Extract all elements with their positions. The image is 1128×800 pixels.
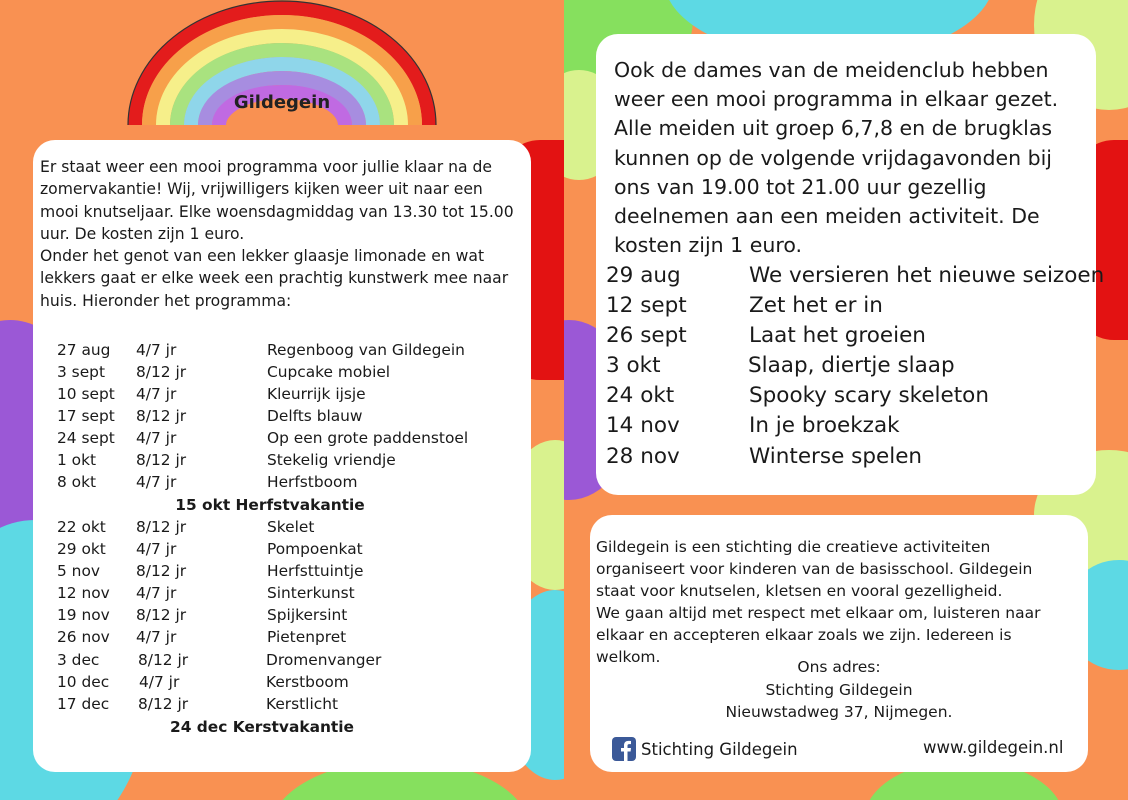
- schedule-row: [0, 473, 500, 495]
- facebook-label: Stichting Gildegein: [641, 739, 798, 759]
- schedule-activity: Regenboog van Gildegein: [267, 341, 465, 359]
- schedule-date: 10 dec: [57, 673, 110, 691]
- schedule-activity: Delfts blauw: [267, 407, 363, 425]
- schedule-activity: Pietenpret: [267, 628, 347, 646]
- schedule-age: 8/12 jr: [136, 363, 187, 381]
- schedule-row: [0, 407, 500, 429]
- schedule-activity: Herfstboom: [267, 473, 358, 491]
- schedule-age: 4/7 jr: [136, 385, 177, 403]
- address-name: Stichting Gildegein: [765, 680, 913, 699]
- schedule-age: 4/7 jr: [136, 628, 177, 646]
- schedule-age: 8/12 jr: [136, 606, 187, 624]
- schedule-row: [0, 518, 500, 540]
- club-activity: Laat het groeien: [749, 323, 926, 348]
- schedule-date: 1 okt: [57, 451, 97, 469]
- club-row: [606, 444, 1096, 474]
- about-text: [596, 536, 1076, 668]
- about-paragraph-1: Gildegein is een stichting die creatieve activiteiten organiseert voor kinderen van de basisschool. Gildegein staat voor knutselen, kletsen en vooral gezelligheid.: [596, 538, 1033, 600]
- schedule-row: [0, 385, 500, 407]
- schedule-activity: Op een grote paddenstoel: [267, 429, 469, 447]
- address-street: Nieuwstadweg 37, Nijmegen.: [725, 703, 953, 721]
- club-activity: Spooky scary skeleton: [749, 383, 989, 408]
- kids-intro-paragraph-1: Er staat weer een mooi programma voor jullie klaar na de zomervakantie! Wij, vrijwilligers kijken weer uit naar een mooi knutseljaar. Elke woensdagmiddag van 13.30 tot 15.00 uur. De kosten zijn 1 euro.: [40, 158, 514, 243]
- club-date: 3 okt: [606, 353, 661, 378]
- schedule-date: 27 aug: [57, 341, 111, 359]
- schedule-row: [0, 562, 500, 584]
- club-date: 24 okt: [606, 383, 675, 408]
- kids-intro-paragraph-2: Onder het genot van een lekker glaasje limonade en wat lekkers gaat er elke week een prachtig kunstwerk mee naar huis. Hieronder het programma:: [40, 247, 509, 310]
- schedule-age: 4/7 jr: [136, 540, 177, 558]
- address-block: [596, 656, 1082, 724]
- schedule-age: 4/7 jr: [136, 584, 177, 602]
- schedule-row: [0, 673, 500, 695]
- schedule-row: [0, 695, 500, 717]
- club-activity: Slaap, diertje slaap: [748, 353, 955, 378]
- schedule-date: 17 sept: [57, 407, 115, 425]
- club-row: [606, 383, 1096, 413]
- schedule-age: 8/12 jr: [136, 407, 187, 425]
- schedule-age: 8/12 jr: [138, 695, 189, 713]
- schedule-activity: Kerstboom: [266, 673, 349, 691]
- schedule-date: 10 sept: [57, 385, 115, 403]
- schedule-activity: Sinterkunst: [267, 584, 355, 602]
- schedule-age: 8/12 jr: [136, 451, 187, 469]
- schedule-age: 8/12 jr: [136, 518, 187, 536]
- schedule-activity: Cupcake mobiel: [267, 363, 391, 381]
- schedule-date: 29 okt: [57, 540, 106, 558]
- schedule-activity: Pompoenkat: [267, 540, 363, 558]
- address-heading: Ons adres:: [797, 658, 881, 676]
- website-link[interactable]: www.gildegein.nl: [923, 738, 1064, 757]
- schedule-activity: Skelet: [267, 518, 315, 536]
- club-date: 29 aug: [606, 263, 681, 288]
- schedule-age: 8/12 jr: [136, 562, 187, 580]
- facebook-icon: [612, 737, 636, 761]
- schedule-date: 26 nov: [57, 628, 110, 646]
- holiday-christmas: 24 dec Kerstvakantie: [170, 718, 354, 736]
- schedule-row: [0, 429, 500, 451]
- club-row: [606, 413, 1096, 443]
- club-activity: Zet het er in: [749, 293, 883, 318]
- schedule-date: 17 dec: [57, 695, 110, 713]
- schedule-row: [0, 451, 500, 473]
- schedule-activity: Kleurrijk ijsje: [267, 385, 366, 403]
- schedule-activity: Dromenvanger: [266, 651, 382, 669]
- schedule-row: [0, 628, 500, 650]
- club-row: [606, 293, 1096, 323]
- schedule-date: 22 okt: [57, 518, 106, 536]
- schedule-date: 8 okt: [57, 473, 97, 491]
- schedule-row: [0, 363, 500, 385]
- club-date: 26 sept: [606, 323, 687, 348]
- club-row: [606, 353, 1096, 383]
- schedule-date: 3 dec: [57, 651, 100, 669]
- club-row: [606, 263, 1105, 293]
- club-activity: We versieren het nieuwe seizoen: [749, 263, 1105, 288]
- schedule-age: 4/7 jr: [136, 473, 177, 491]
- schedule-activity: Kerstlicht: [266, 695, 338, 713]
- about-paragraph-2: We gaan altijd met respect met elkaar om, luisteren naar elkaar en accepteren elkaar zoals we zijn. Iedereen is welkom.: [596, 604, 1041, 666]
- schedule-date: 12 nov: [57, 584, 110, 602]
- schedule-row: [0, 584, 500, 606]
- girls-club-intro: Ook de dames van de meidenclub hebben weer een mooi programma in elkaar gezet. Alle meiden uit groep 6,7,8 en de brugklas kunnen op de volgende vrijdagavonden bij ons van 19.00 tot 21.00 uur gezellig deelnemen aan een meiden activiteit. De kosten zijn 1 euro.: [614, 58, 1059, 258]
- schedule-date: 24 sept: [57, 429, 115, 447]
- club-activity: Winterse spelen: [749, 444, 923, 469]
- schedule-row: [0, 651, 500, 673]
- schedule-date: 5 nov: [57, 562, 100, 580]
- holiday-autumn: 15 okt Herfstvakantie: [175, 496, 365, 514]
- schedule-activity: Herfsttuintje: [267, 562, 364, 580]
- facebook-link[interactable]: [612, 736, 798, 762]
- logo-title: Gildegein: [233, 92, 331, 113]
- club-row: [606, 323, 1096, 353]
- schedule-row: [0, 540, 500, 562]
- schedule-date: 3 sept: [57, 363, 105, 381]
- schedule-age: 4/7 jr: [136, 429, 177, 447]
- kids-intro: [40, 156, 520, 312]
- schedule-date: 19 nov: [57, 606, 110, 624]
- schedule-age: 4/7 jr: [136, 341, 177, 359]
- schedule-row: [0, 606, 500, 628]
- club-activity: In je broekzak: [749, 413, 900, 438]
- club-date: 12 sept: [606, 293, 687, 318]
- schedule-row: [0, 341, 500, 363]
- schedule-activity: Stekelig vriendje: [267, 451, 396, 469]
- club-date: 14 nov: [606, 413, 680, 438]
- schedule-age: 4/7 jr: [139, 673, 180, 691]
- schedule-age: 8/12 jr: [138, 651, 189, 669]
- club-date: 28 nov: [606, 444, 680, 469]
- schedule-activity: Spijkersint: [267, 606, 348, 624]
